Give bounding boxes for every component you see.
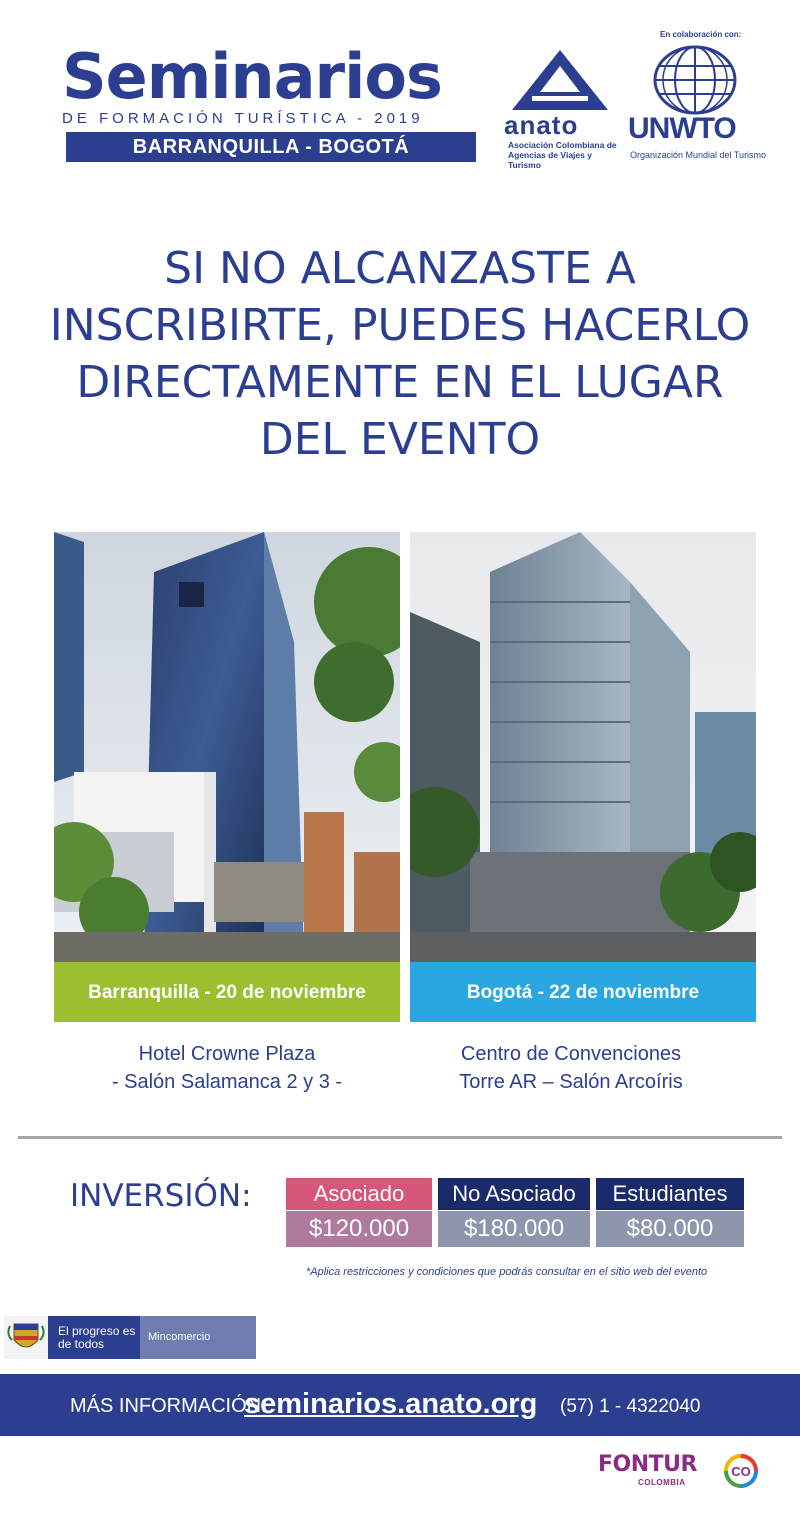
venue-line1: Centro de Convenciones [460,1043,682,1065]
price-tier-name: Asociado [286,1178,432,1210]
venue-line1: Hotel Crowne Plaza [138,1043,316,1065]
divider [18,1136,782,1139]
unwto-description: Organización Mundial del Turismo [630,150,767,160]
anato-logo [500,48,620,168]
collab-label: En colaboración con: [660,30,742,39]
venue-line2: - Salón Salamanca 2 y 3 - [111,1071,343,1093]
info-phone: (57) 1 - 4322040 [560,1396,701,1417]
brand-title: Seminarios [62,40,442,113]
venue-card-barranquilla [54,532,400,1022]
headline: SI NO ALCANZASTE A INSCRIBIRTE, PUEDES HACERLO DIRECTAMENTE EN EL LUGAR DEL EVENTO [49,243,751,465]
anato-word: anato [504,110,579,140]
venue-line2: Torre AR – Salón Arcoíris [459,1071,683,1093]
venue-info-bogota [398,1040,744,1096]
gov-slogan: El progreso es de todos [48,1316,140,1359]
anato-triangle-icon [510,48,610,110]
government-strip [4,1316,256,1359]
fontur-word: FONTUR [598,1452,697,1477]
venue-banner-barranquilla: Barranquilla - 20 de noviembre [54,962,400,1022]
price-tier-estudiantes [596,1178,744,1247]
anato-description: Asociación Colombiana de Agencias de Viajes y Turismo [508,140,617,170]
pricing-disclaimer: *Aplica restricciones y condiciones que podrás consultar en el sitio web del evento [306,1266,708,1278]
info-bar [0,1374,800,1436]
unwto-word: UNWTO [628,112,736,145]
hotel-photo [54,532,400,962]
venue-card-bogota [410,532,756,1022]
colombia-co-mark-icon [722,1454,760,1488]
price-tier-name: No Asociado [438,1178,590,1210]
price-tier-value: $120.000 [286,1211,432,1247]
gov-ministry: Mincomercio [140,1316,256,1359]
cities-bar: BARRANQUILLA - BOGOTÁ [66,132,476,162]
pricing-label: INVERSIÓN: [70,1178,252,1214]
torre-ar-photo [410,532,756,962]
price-tier-asociado [286,1178,432,1247]
fontur-logo [598,1452,768,1492]
venue-banner-bogota: Bogotá - 22 de noviembre [410,962,756,1022]
price-tier-name: Estudiantes [596,1178,744,1210]
globe-icon [650,44,740,116]
price-tier-value: $180.000 [438,1211,590,1247]
venue-info-barranquilla [54,1040,400,1096]
info-label: MÁS INFORMACIÓN: [70,1395,267,1417]
co-mark-text: CO [731,1464,751,1479]
colombia-shield-icon [4,1316,48,1359]
price-tier-value: $80.000 [596,1211,744,1247]
fontur-sub: COLOMBIA [638,1478,686,1487]
price-tier-no-asociado [438,1178,590,1247]
brand-subtitle: DE FORMACIÓN TURÍSTICA - 2019 [62,110,424,127]
info-url-link[interactable]: seminarios.anato.org [244,1388,538,1420]
